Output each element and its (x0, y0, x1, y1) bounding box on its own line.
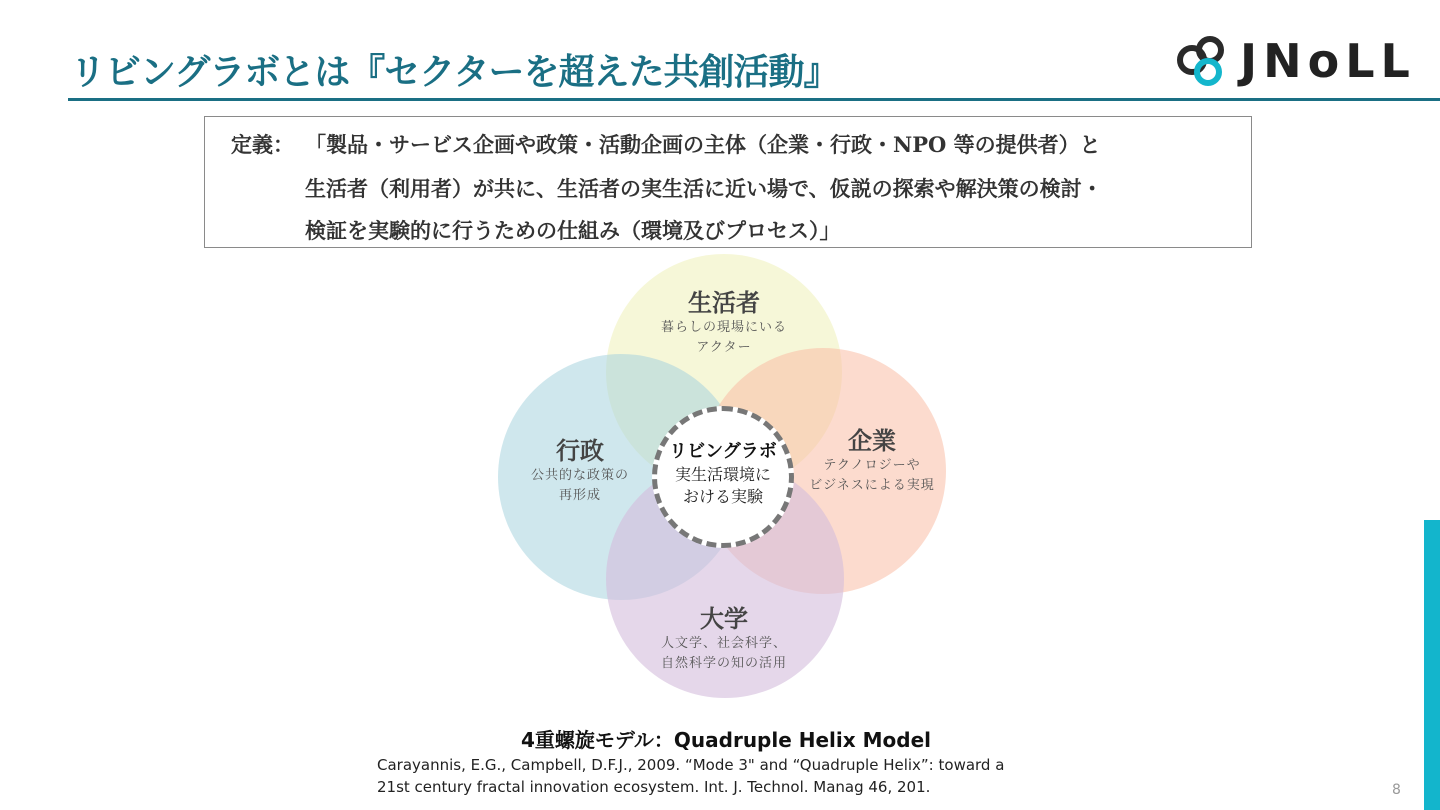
logo-wordmark: JNoLL (1240, 34, 1416, 88)
industry-label (796, 426, 948, 496)
center-line: 実生活環境に (674, 465, 771, 484)
government-label (508, 436, 652, 506)
diagram-caption: 4重螺旋モデル：Quadruple Helix Model (520, 728, 932, 752)
university-desc: 自然科学の知の活用 (660, 656, 787, 671)
industry-desc: ビジネスによる実現 (809, 478, 935, 493)
government-desc: 公共的な政策の (530, 468, 629, 483)
accent-side-bar (1424, 520, 1440, 810)
center-title: リビングラボ (669, 441, 777, 462)
citation-line: 21st century fractal innovation ecosystem. Int. J. Technol. Manag 46, 201. (377, 778, 931, 796)
university-label (624, 604, 824, 674)
citation (377, 754, 1004, 798)
university-desc: 人文学、社会科学、 (660, 636, 787, 651)
definition-label: 定義： (231, 132, 294, 157)
industry-title: 企業 (848, 427, 896, 455)
living-lab-center-label (652, 440, 794, 508)
citizen-title: 生活者 (688, 289, 760, 317)
slide-title: リビングラボとは『セクターを超えた共創活動』 (70, 52, 839, 93)
definition-line: 「製品・サービス企画や政策・活動企画の主体（企業・行政・NPO 等の提供者）と (305, 132, 1101, 157)
page-number: 8 (1392, 782, 1401, 798)
citizen-desc: アクター (696, 340, 752, 355)
government-title: 行政 (556, 437, 604, 465)
university-title: 大学 (700, 605, 748, 633)
citizen-label (624, 288, 824, 358)
citation-line: Carayannis, E.G., Campbell, D.F.J., 2009. “Mode 3" and “Quadruple Helix”: toward a (377, 756, 1005, 774)
definition-line: 生活者（利用者）が共に、生活者の実生活に近い場で、仮説の探索や解決策の検討・ (305, 176, 1103, 201)
citizen-desc: 暮らしの現場にいる (660, 320, 787, 335)
government-desc: 再形成 (558, 488, 601, 503)
definition-line: 検証を実験的に行うための仕組み（環境及びプロセス）」 (305, 218, 841, 243)
center-line: おける実験 (682, 487, 763, 506)
industry-desc: テクノロジーや (823, 458, 921, 473)
